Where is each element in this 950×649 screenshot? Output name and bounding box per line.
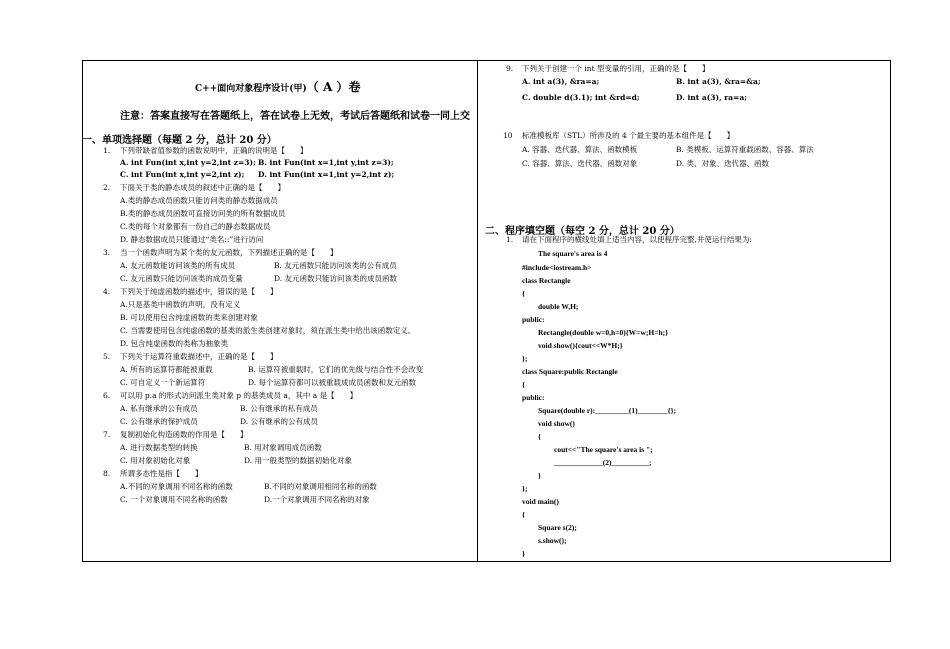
option: B.类的静态成员函数可直接访问类的所有数据成员 <box>120 209 286 218</box>
section-1-heading: 一、单项选择题（每题 2 分，总计 20 分） <box>82 135 277 146</box>
code-line: class Square:public Rectangle <box>522 367 618 376</box>
question-stem: 下列关于运算符重载描述中，正确的是【 】 <box>120 352 278 361</box>
question-number: 2. <box>103 183 111 192</box>
option: A. 进行数据类型的转换 <box>120 443 198 452</box>
option: A. 友元函数能访问该类的所有成员 <box>120 261 236 270</box>
question-number: 1. <box>103 146 111 155</box>
option: C. 当需要使用包含纯虚函数的基类的派生类创建对象时，须在派生类中给出该函数定义。 <box>120 326 416 335</box>
code-line: #include<iostream.h> <box>522 263 592 272</box>
code-line: { <box>522 380 525 389</box>
option: B. 公有继承的私有成员 <box>240 404 318 413</box>
code-line: { <box>522 510 525 519</box>
option: A. 所有的运算符都能被重载 <box>120 365 213 374</box>
page-divider <box>477 60 478 562</box>
option: C. 一个对象调用不同名称的函数 <box>120 495 228 504</box>
code-line: } <box>538 471 541 480</box>
question-stem: 下列带缺省值参数的函数说明中，正确的说明是【 】 <box>120 146 308 155</box>
option: C. int Fun(int x,int y=2,int z); <box>120 170 245 179</box>
code-line: double W,H; <box>538 302 579 311</box>
question-number: 10 <box>503 131 513 140</box>
question-stem: 标准模板库（STL）所涉及的 4 个最主要的基本组件是【 】 <box>522 131 735 140</box>
question-number: 1. <box>506 235 514 244</box>
question-number: 5. <box>103 352 111 361</box>
option: B. 友元函数只能访问该类的公有成员 <box>274 261 397 270</box>
option: C. 容器、算法、迭代器、函数对象 <box>522 159 638 168</box>
section-2-heading: 二、程序填空题（每空 2 分，总计 20 分） <box>485 226 680 237</box>
code-line: void show(){cout<<W*H;} <box>538 341 623 350</box>
option: D. int a(3), ra=a; <box>676 93 747 102</box>
code-line: public: <box>522 315 545 324</box>
option: D. int Fun(int x=1,int y=2,int z); <box>258 170 395 179</box>
question-stem: 可以用 p.a 的形式访问派生类对象 p 的基类成员 a，其中 a 是【 】 <box>120 391 358 400</box>
code-line: Square s(2); <box>538 523 577 532</box>
code-line: void show() <box>538 419 575 428</box>
option: D. 每个运算符都可以被重载成成员函数和友元函数 <box>248 378 417 387</box>
question-number: 6. <box>103 391 111 400</box>
expected-output: The square's area is 4 <box>538 249 608 258</box>
code-line: }; <box>522 354 528 363</box>
option: D. 静态数据成员只能通过“类名::”进行访问 <box>120 235 264 244</box>
code-line: Square(double r):_________(1)________{}; <box>538 406 677 415</box>
option: C. 可自定义一个新运算符 <box>120 378 206 387</box>
question-stem: 所谓多态性是指【 】 <box>120 469 203 478</box>
option: C. 公有继承的保护成员 <box>120 417 198 426</box>
question-stem: 复制初始化构造函数的作用是【 】 <box>120 430 248 439</box>
option: D. 类、对象、迭代器、函数 <box>676 159 770 168</box>
question-number: 3. <box>103 248 111 257</box>
code-line: } <box>522 549 525 558</box>
question-number: 9. <box>506 64 514 73</box>
question-number: 7. <box>103 430 111 439</box>
option: D. 友元函数只能访问该类的成员函数 <box>274 274 398 283</box>
code-line: }; <box>522 484 528 493</box>
option: C.类的每个对象都有一份自己的静态数据成员 <box>120 222 271 231</box>
question-stem: 请在下面程序的横线处填上适当内容，以使程序完整,并使运行结果为: <box>522 235 752 244</box>
option: D.一个对象调用不同名称的对象 <box>264 495 370 504</box>
question-stem: 当一个函数声明为某个类的友元函数，下列描述正确的是【 】 <box>120 248 338 257</box>
code-line: s.show(); <box>538 536 567 545</box>
option: B. 运算符被重载时，它们的优先级与结合性不会改变 <box>248 365 424 374</box>
code-line: Rectangle(double w=0,h=0){W=w;H=h;} <box>538 328 669 337</box>
code-line: public: <box>522 393 545 402</box>
exam-notice: 注意：答案直接写在答题纸上，答在试卷上无效，考试后答题纸和试卷一同上交 <box>120 111 470 122</box>
exam-title: C++面向对象程序设计(甲)（ A ）卷 <box>195 80 361 94</box>
option: B.不同的对象调用相同名称的函数 <box>264 482 377 491</box>
question-stem: 下列关于纯虚函数的描述中，错误的是【 】 <box>120 287 278 296</box>
question-number: 4. <box>103 287 111 296</box>
question-stem: 下列关于创建一个 int 型变量的引用，正确的是【 】 <box>522 64 710 73</box>
option: A. int Fun(int x,int y=2,int z=3); <box>120 158 256 167</box>
code-line: void main() <box>522 497 559 506</box>
option: A. int a(3), &ra=a; <box>522 77 600 86</box>
code-line: { <box>538 432 541 441</box>
option: B. int a(3), &ra=&a; <box>676 77 761 86</box>
option: C. double d(3.1); int &rd=d; <box>522 93 640 102</box>
question-number: 8. <box>103 469 111 478</box>
option: D. 公有继承的公有成员 <box>240 417 319 426</box>
question-stem: 下面关于类的静态成员的叙述中正确的是【 】 <box>120 183 285 192</box>
option: A. 容器、迭代器、算法、函数模板 <box>522 145 638 154</box>
code-line: cout<<"The square's area is "; <box>554 445 653 454</box>
option: A.不同的对象调用不同名称的函数 <box>120 482 233 491</box>
option: B. 类模板、运算符重载函数、容器、算法 <box>676 145 814 154</box>
option: B. 用对象调用成员函数 <box>244 443 322 452</box>
option: C. 友元函数只能访问该类的成员变量 <box>120 274 243 283</box>
option: A.类的静态成员函数只能访问类的静态数据成员 <box>120 196 278 205</box>
option: B. int Fun(int x=1,int y,int z=3); <box>258 158 394 167</box>
code-line: _____________(2)__________; <box>554 458 652 467</box>
option: C. 用对象初始化对象 <box>120 456 191 465</box>
code-line: class Rectangle <box>522 276 571 285</box>
option: D. 包含纯虚函数的类称为抽象类 <box>120 339 229 348</box>
option: D. 用一般类型的数据初始化对象 <box>244 456 353 465</box>
option: A.只是基类中函数的声明，没有定义 <box>120 300 241 309</box>
code-line: { <box>522 289 525 298</box>
option: B. 可以使用包含纯虚函数的类来创建对象 <box>120 313 258 322</box>
option: A. 私有继承的公有成员 <box>120 404 198 413</box>
